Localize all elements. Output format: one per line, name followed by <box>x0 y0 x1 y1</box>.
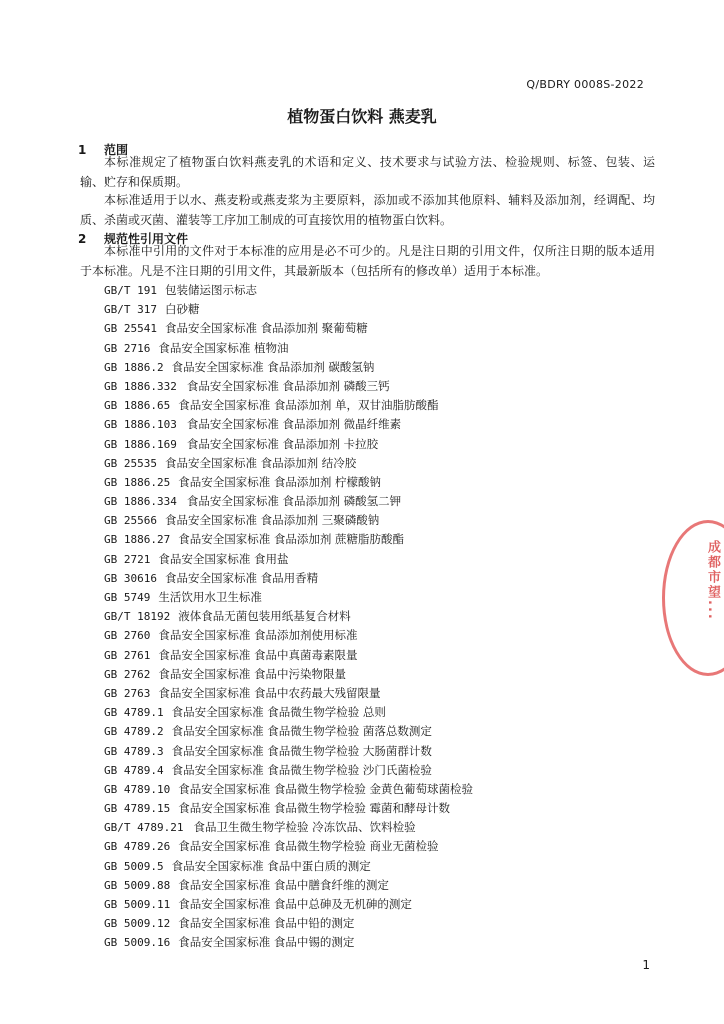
reference-title: 食品安全国家标准 食品添加剂使用标准 <box>158 628 358 643</box>
reference-code: GB 25541 <box>104 322 157 336</box>
reference-code: GB/T 191 <box>104 284 157 297</box>
reference-title: 食品安全国家标准 食品添加剂 卡拉胶 <box>186 436 379 451</box>
reference-code: GB 1886.103 <box>104 418 177 432</box>
reference-item <box>104 281 664 300</box>
reference-item <box>104 530 664 549</box>
reference-title: 生活饮用水卫生标准 <box>158 590 262 604</box>
reference-code: GB 2762 <box>104 667 151 681</box>
reference-code: GB 1886.334 <box>104 495 177 509</box>
reference-item <box>104 876 664 895</box>
reference-code: GB 4789.10 <box>104 782 171 796</box>
reference-title: 食品安全国家标准 食品微生物学检验 金黄色葡萄球菌检验 <box>178 781 474 796</box>
reference-item <box>104 473 664 492</box>
reference-item <box>104 626 664 645</box>
section-number: 1 <box>78 143 87 157</box>
reference-item <box>104 646 664 665</box>
reference-list <box>104 281 664 953</box>
reference-title: 食品安全国家标准 食品中总砷及无机砷的测定 <box>178 897 412 911</box>
reference-item <box>104 588 664 607</box>
reference-item <box>104 569 664 588</box>
reference-title: 食品安全国家标准 食品微生物学检验 大肠菌群计数 <box>171 743 432 758</box>
reference-title: 食品安全国家标准 食品添加剂 碳酸氢钠 <box>171 359 375 374</box>
seal-text: 成都市望... <box>705 540 720 621</box>
reference-item <box>104 454 664 473</box>
reference-code: GB 2721 <box>104 552 151 566</box>
scope-paragraph-2: 本标准适用于以水、燕麦粉或燕麦浆为主要原料，添加或不添加其他原料、辅料及添加剂，经调配、均质、杀菌或灭菌、灌装等工序加工制成的可直接饮用的植物蛋白饮料。 <box>80 193 655 227</box>
reference-code: GB 5009.88 <box>104 878 171 892</box>
reference-code: GB 2760 <box>104 629 151 643</box>
reference-title: 食品卫生微生物学检验 冷冻饮品、饮料检验 <box>193 820 416 835</box>
reference-code: GB 1886.169 <box>104 437 177 451</box>
reference-title: 食品安全国家标准 植物油 <box>158 340 289 355</box>
reference-item <box>104 722 664 741</box>
reference-code: GB 2716 <box>104 341 151 355</box>
reference-title: 食品安全国家标准 食品中锡的测定 <box>178 935 355 950</box>
reference-title: 食品安全国家标准 食品中真菌毒素限量 <box>158 647 358 662</box>
reference-code: GB 5749 <box>104 591 151 604</box>
reference-code: GB 25535 <box>104 456 157 470</box>
reference-title: 白砂糖 <box>164 302 200 317</box>
reference-code: GB 4789.15 <box>104 802 171 816</box>
reference-item <box>104 684 664 703</box>
reference-item <box>104 511 664 530</box>
reference-code: GB 5009.5 <box>104 859 164 873</box>
section-number: 2 <box>78 232 87 246</box>
reference-title: 食品安全国家标准 食品中蛋白质的测定 <box>171 858 371 873</box>
reference-code: GB 4789.2 <box>104 725 164 739</box>
reference-item <box>104 703 664 722</box>
reference-code: GB 4789.3 <box>104 744 164 758</box>
reference-item <box>104 742 664 761</box>
reference-item <box>104 550 664 569</box>
reference-item <box>104 837 664 856</box>
reference-code: GB 5009.16 <box>104 936 171 950</box>
reference-title: 食品安全国家标准 食品用香精 <box>164 570 319 585</box>
reference-item <box>104 358 664 377</box>
reference-title: 食品安全国家标准 食品添加剂 三聚磷酸钠 <box>164 513 380 528</box>
reference-code: GB 25566 <box>104 514 157 528</box>
reference-item <box>104 377 664 396</box>
reference-title: 食品安全国家标准 食品中污染物限量 <box>158 666 347 681</box>
reference-title: 食品安全国家标准 食品中铅的测定 <box>178 916 355 931</box>
reference-code: GB 1886.332 <box>104 379 177 393</box>
page-number: 1 <box>642 958 650 972</box>
reference-title: 食品安全国家标准 食品中农药最大残留限量 <box>158 685 381 700</box>
reference-item <box>104 319 664 338</box>
reference-code: GB 30616 <box>104 571 157 585</box>
reference-title: 食品安全国家标准 食品添加剂 磷酸三钙 <box>186 378 390 393</box>
reference-code: GB 4789.4 <box>104 763 164 777</box>
standard-code: Q/BDRY 0008S-2022 <box>526 78 644 91</box>
reference-item <box>104 607 664 626</box>
reference-item <box>104 857 664 876</box>
reference-code: GB/T 18192 <box>104 610 171 624</box>
reference-code: GB 2763 <box>104 686 151 700</box>
reference-title: 食品安全国家标准 食用盐 <box>158 551 289 566</box>
reference-code: GB 1886.65 <box>104 399 171 413</box>
reference-item <box>104 761 664 780</box>
reference-title: 食品安全国家标准 食品微生物学检验 沙门氏菌检验 <box>171 762 432 777</box>
section-title: 范围 <box>104 143 129 157</box>
reference-item <box>104 933 664 952</box>
reference-item <box>104 914 664 933</box>
reference-item <box>104 435 664 454</box>
reference-title: 液体食品无菌包装用纸基复合材料 <box>178 609 351 624</box>
document-title: 植物蛋白饮料 燕麦乳 <box>287 107 437 126</box>
reference-code: GB 5009.11 <box>104 898 171 911</box>
reference-title: 食品安全国家标准 食品微生物学检验 菌落总数测定 <box>171 724 432 739</box>
reference-title: 食品安全国家标准 食品添加剂 柠檬酸钠 <box>178 474 382 489</box>
reference-code: GB 2761 <box>104 648 151 662</box>
reference-item <box>104 339 664 358</box>
reference-title: 食品安全国家标准 食品添加剂 蔗糖脂肪酸酯 <box>178 532 405 547</box>
reference-item <box>104 492 664 511</box>
reference-title: 食品安全国家标准 食品添加剂 单，双甘油脂肪酸酯 <box>178 398 439 413</box>
reference-title: 包装储运图示标志 <box>164 283 257 297</box>
reference-code: GB 1886.2 <box>104 360 164 374</box>
reference-item <box>104 780 664 799</box>
reference-title: 食品安全国家标准 食品中膳食纤维的测定 <box>178 877 389 892</box>
references-intro-paragraph: 本标准中引用的文件对于本标准的应用是必不可少的。凡是注日期的引用文件，仅所注日期的版本适用于本标准。凡是不注日期的引用文件，其最新版本（包括所有的修改单）适用于本标准。 <box>80 244 655 278</box>
reference-title: 食品安全国家标准 食品微生物学检验 商业无菌检验 <box>178 839 439 854</box>
section-title: 规范性引用文件 <box>104 232 189 246</box>
reference-item <box>104 415 664 434</box>
reference-code: GB 4789.26 <box>104 840 171 854</box>
scope-paragraph-1: 本标准规定了植物蛋白饮料燕麦乳的术语和定义、技术要求与试验方法、检验规则、标签、包装、运输、贮存和保质期。 <box>80 155 655 189</box>
reference-title: 食品安全国家标准 食品添加剂 聚葡萄糖 <box>164 321 368 336</box>
reference-item <box>104 818 664 837</box>
reference-title: 食品安全国家标准 食品添加剂 结冷胶 <box>164 455 357 470</box>
reference-title: 食品安全国家标准 食品添加剂 磷酸氢二钾 <box>186 494 402 509</box>
reference-code: GB 4789.1 <box>104 706 164 720</box>
reference-title: 食品安全国家标准 食品微生物学检验 霉菌和酵母计数 <box>178 801 451 816</box>
reference-item <box>104 396 664 415</box>
reference-item <box>104 895 664 914</box>
reference-item <box>104 665 664 684</box>
reference-code: GB/T 4789.21 <box>104 821 184 835</box>
reference-title: 食品安全国家标准 食品添加剂 微晶纤维素 <box>186 417 402 432</box>
reference-item <box>104 300 664 319</box>
reference-title: 食品安全国家标准 食品微生物学检验 总则 <box>171 705 386 720</box>
reference-code: GB 1886.27 <box>104 533 171 547</box>
reference-code: GB 5009.12 <box>104 917 171 931</box>
reference-code: GB/T 317 <box>104 303 157 317</box>
reference-item <box>104 799 664 818</box>
reference-code: GB 1886.25 <box>104 475 171 489</box>
